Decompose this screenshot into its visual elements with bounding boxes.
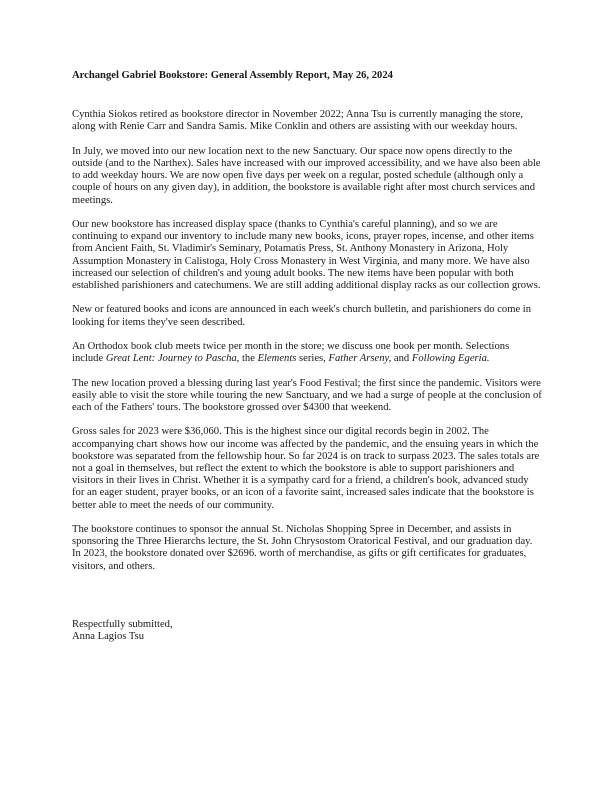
paragraph-food-festival: The new location proved a blessing during last year's Food Festival; the first since the pandemic. Visitors were easily able to visit the store while touring the new Sanctuary, and we had a surge of people at the conclusion of each of the Fathers' tours. The bookstore grossed over $4300 that weekend. <box>72 377 542 413</box>
closing-block <box>72 619 542 643</box>
book-separator: and <box>391 353 412 365</box>
paragraph-inventory: Our new bookstore has increased display space (thanks to Cynthia's careful planning), and so we are continuing to expand our inventory to include many new books, icons, prayer ropes, incense, and other items from Ancient Faith, St. Vladimir's Seminary, Potamatis Press, St. Anthony Monastery in Arizona, Holy Assumption Monastery in Calistoga, Holy Cross Monastery in West Virginia, and many more. We have also increased our selection of children's and young adult books. The new items have been popular with both established parishioners and catechumens. We are still adding additional display racks as our collection grows. <box>72 219 541 292</box>
paragraph-gross-sales: Gross sales for 2023 were $36,060. This is the highest since our digital records begin in 2002. The accompanying chart shows how our income was affected by the pandemic, and the ensuing years in which the bookstore was separated from the fellowship hour. So far 2024 is on track to surpass 2023. The sales totals are not a goal in themselves, but reflect the extent to which the bookstore is able to support parishioners and visitors in their lives in Christ. Whether it is a sympathy card for a friend, a children's book, advanced study for an eager student, prayer books, or an icon of a favorite saint, increased sales indicate that the bookstore is better able to meet the needs of our community. <box>72 426 540 511</box>
paragraph-sponsorship: The bookstore continues to sponsor the annual St. Nicholas Shopping Spree in December, and assists in sponsoring the Three Hierarchs lecture, the St. John Chrysostom Oratorical Festival, and our graduation day. In 2023, the bookstore donated over $2696. worth of merchandise, as gifts or gift certificates for graduates, visitors, and others. <box>72 524 533 572</box>
book-separator: series, <box>296 353 329 365</box>
book-title-father-arseny: Father Arseny, <box>328 353 392 365</box>
book-title-following-egeria: Following Egeria. <box>411 353 490 365</box>
paragraph-book-club <box>72 341 542 365</box>
paragraph-new-location: In July, we moved into our new location next to the new Sanctuary. Our space now opens directly to the outside (and to the Narthex). Sales have increased with our improved accessibility, and we have also been able to add weekday hours. We are now open five days per week on a regular, posted schedule (although only a couple of hours on any given day), in addition, the bookstore is available right after most church services and meetings. <box>72 145 541 206</box>
book-separator: , the <box>236 353 258 365</box>
book-title-elements: Elements <box>257 353 297 365</box>
paragraph-bulletin: New or featured books and icons are announced in each week's church bulletin, and parishioners do come in looking for items they've seen described. <box>72 304 532 328</box>
book-club-lead: An Orthodox book club meets twice per month in the store; we discuss one book per month. Selections include <box>72 341 510 365</box>
report-title: Archangel Gabriel Bookstore: General Assembly Report, May 26, 2024 <box>72 70 393 81</box>
report-page <box>72 70 542 643</box>
signature-name: Anna Lagios Tsu <box>72 631 145 643</box>
book-title-great-lent: Great Lent: Journey to Pascha <box>105 353 237 365</box>
paragraph-staff: Cynthia Siokos retired as bookstore director in November 2022; Anna Tsu is currently managing the store, along with Renie Carr and Sandra Samis. Mike Conklin and others are assisting with our weekday hours. <box>72 109 523 133</box>
closing-salutation: Respectfully submitted, <box>72 618 173 630</box>
